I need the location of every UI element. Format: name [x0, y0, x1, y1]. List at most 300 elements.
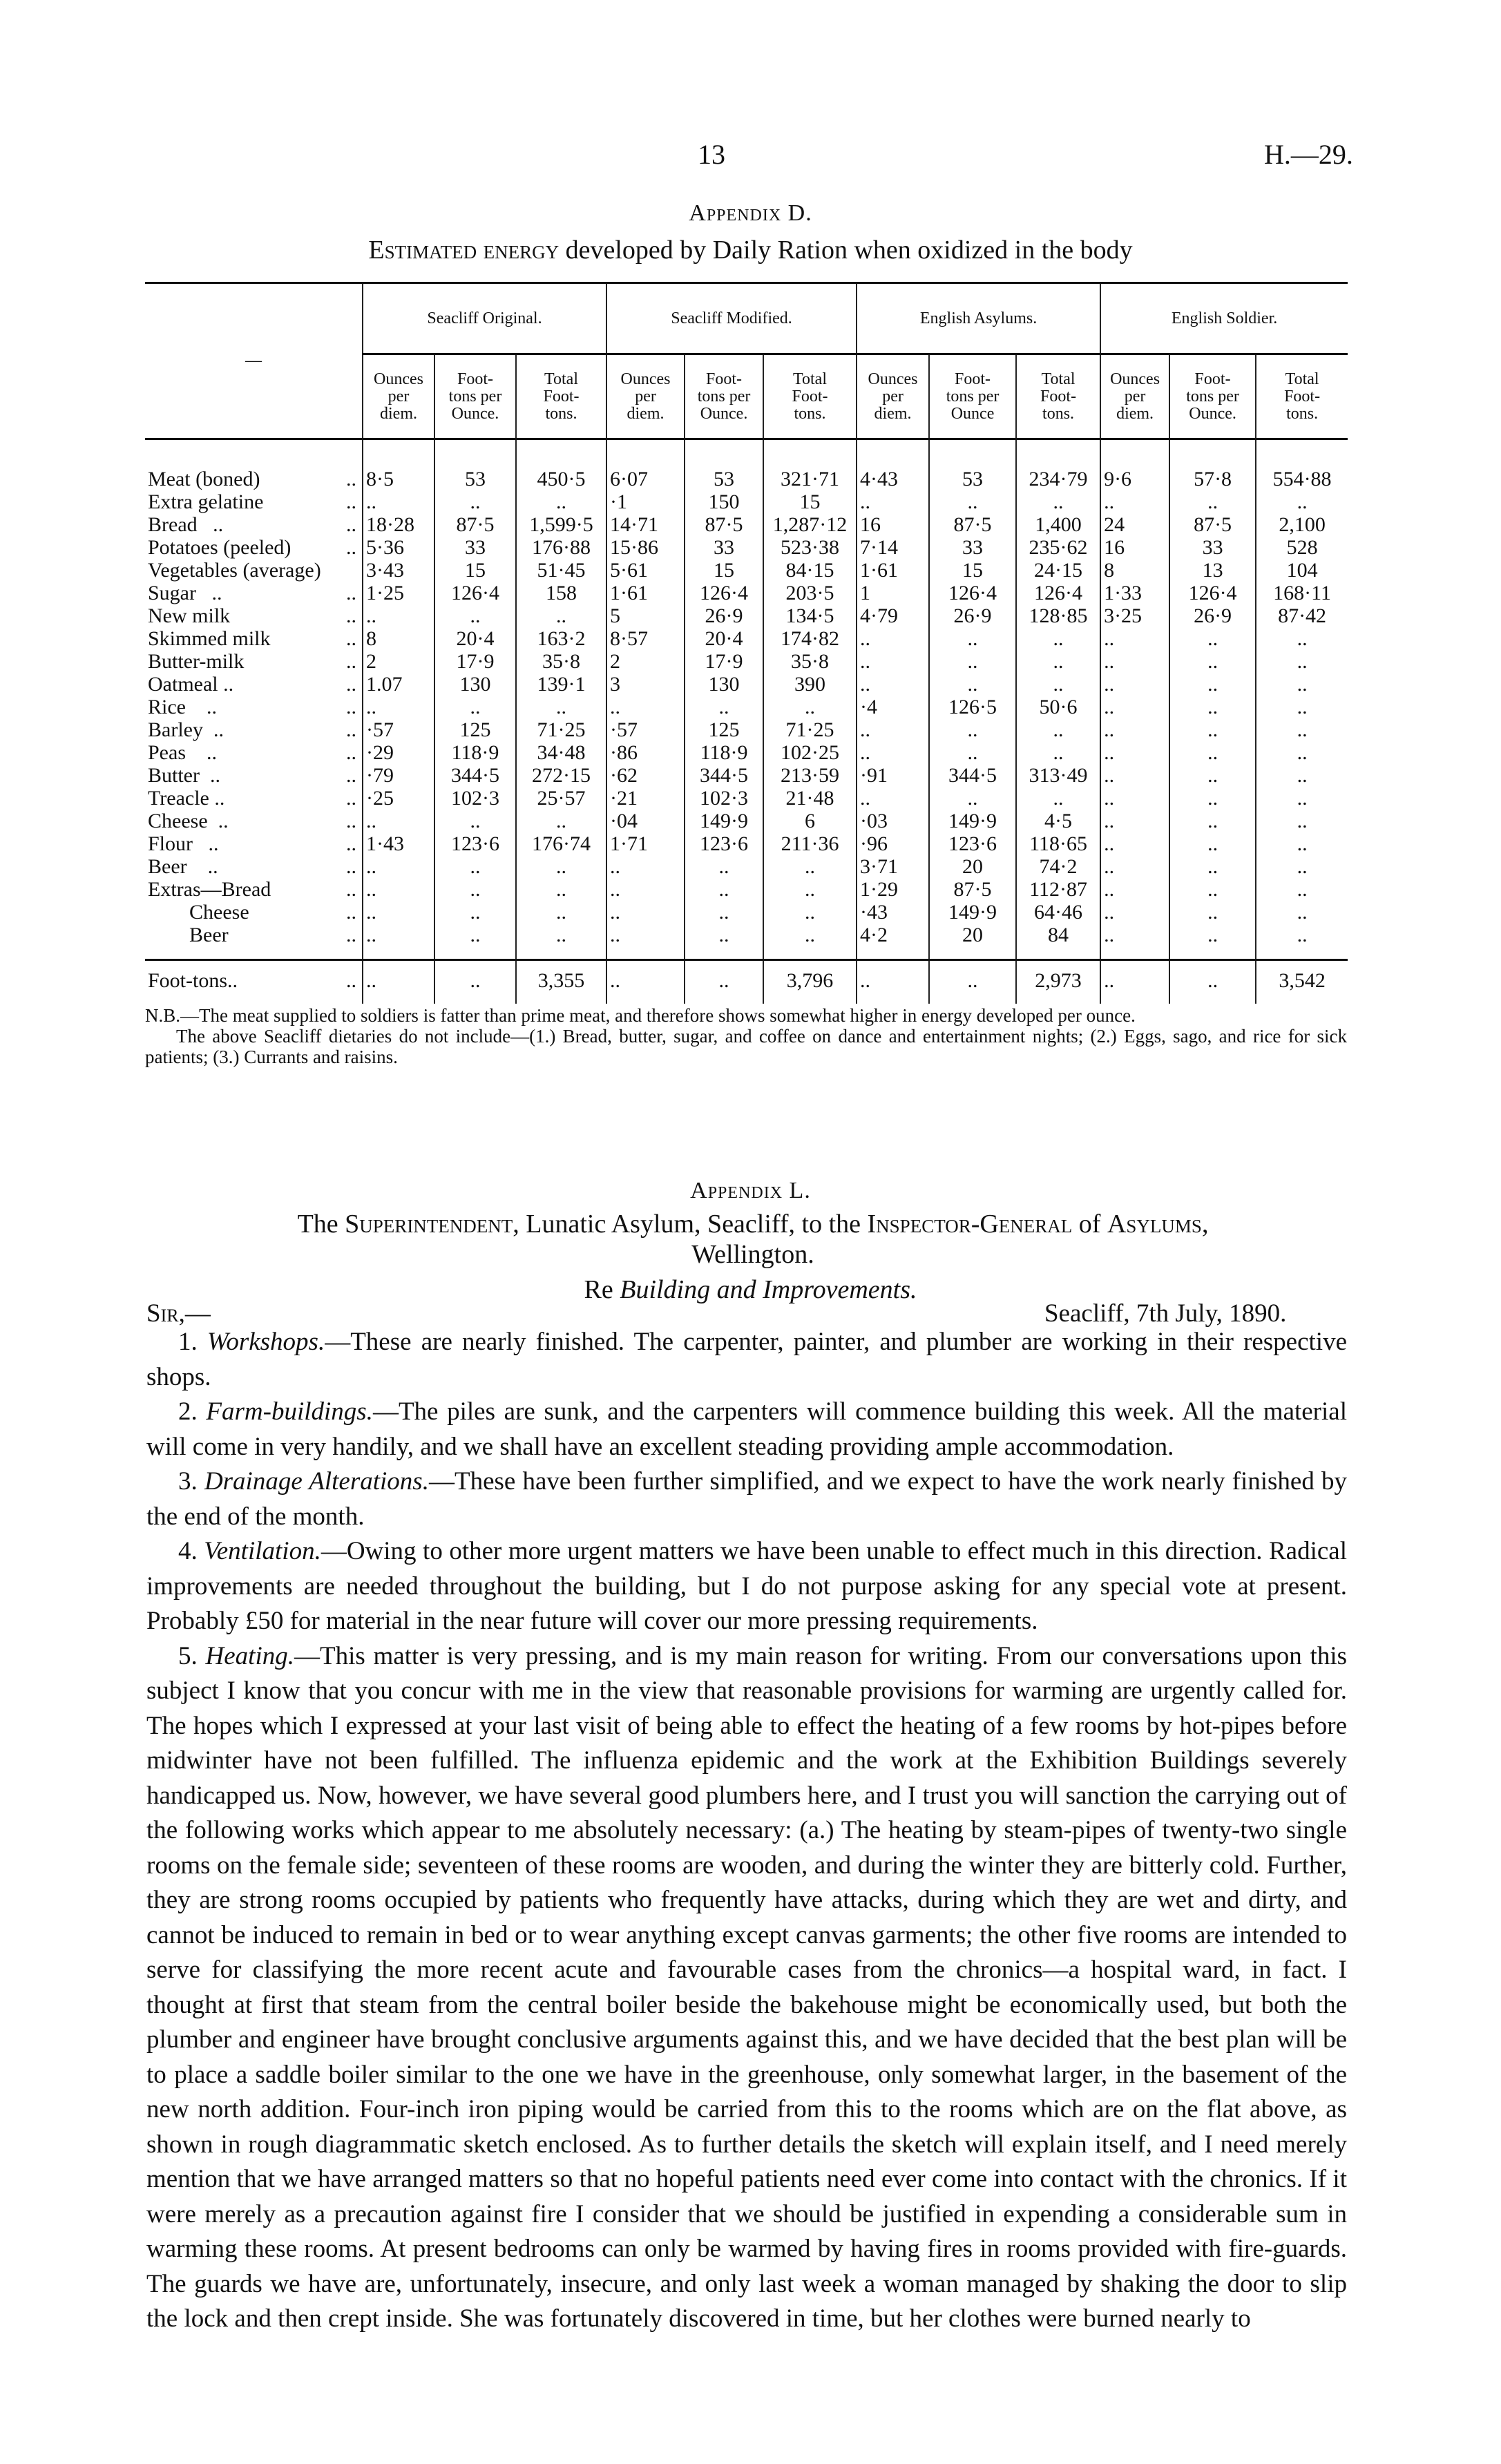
- table-cell: 87·5: [929, 878, 1016, 901]
- paragraph-num: 5.: [178, 1641, 206, 1670]
- table-cell: 53: [685, 468, 763, 490]
- row-label-cell: [145, 468, 363, 490]
- paragraph-heading: Ventilation.: [204, 1537, 321, 1565]
- table-cell: ..: [1169, 627, 1256, 650]
- table-cell: ..: [1100, 627, 1169, 650]
- table-cell: ·25: [363, 787, 434, 810]
- leader-dots: ..: [346, 855, 356, 878]
- column-header-line: Foot-: [543, 387, 580, 405]
- table-cell: 128·85: [1016, 604, 1100, 627]
- table-cell: ·03: [857, 810, 929, 832]
- table-cell: ..: [363, 855, 434, 878]
- table-cell: ·57: [606, 718, 685, 741]
- row-label-cell: [145, 673, 363, 696]
- table-cell: 149·9: [685, 810, 763, 832]
- column-header: [516, 354, 606, 439]
- table-cell: 123·6: [929, 832, 1016, 855]
- table-cell: ..: [606, 878, 685, 901]
- table-cell: ..: [1169, 901, 1256, 924]
- table-cell: 24: [1100, 513, 1169, 536]
- table-cell: 134·5: [763, 604, 857, 627]
- row-label: New milk: [148, 604, 231, 627]
- column-header-line: Ounces: [1110, 370, 1160, 388]
- table-cell: 87·5: [1169, 513, 1256, 536]
- table-cell: ..: [516, 855, 606, 878]
- letter-body: [146, 1325, 1347, 2337]
- table-cell: ·04: [606, 810, 685, 832]
- column-header-line: tons.: [1286, 404, 1319, 423]
- table-cell: 203·5: [763, 582, 857, 604]
- paragraph-num: 4.: [178, 1537, 204, 1565]
- table-cell: ·96: [857, 832, 929, 855]
- table-cell: ..: [1016, 490, 1100, 513]
- table-cell: 102·3: [685, 787, 763, 810]
- table-cell: 1·61: [857, 559, 929, 582]
- table-row: [145, 878, 1348, 901]
- row-label-cell: [145, 559, 363, 582]
- table-cell: 235·62: [1016, 536, 1100, 559]
- table-cell: ..: [516, 810, 606, 832]
- table-cell: ..: [1256, 673, 1348, 696]
- table-cell: ..: [1100, 855, 1169, 878]
- leader-dots: ..: [346, 764, 356, 787]
- row-label-cell: [145, 490, 363, 513]
- table-cell: ..: [363, 604, 434, 627]
- table-cell: 1.07: [363, 673, 434, 696]
- table-row: [145, 855, 1348, 878]
- table-cell: ..: [363, 924, 434, 946]
- table-cell: 8·5: [363, 468, 434, 490]
- column-header-line: per: [1124, 387, 1146, 405]
- table-cell: ..: [434, 696, 516, 718]
- table-cell: ..: [1169, 490, 1256, 513]
- table-row: [145, 787, 1348, 810]
- table-cell: 8: [363, 627, 434, 650]
- letter-title: [159, 1209, 1347, 1270]
- leader-dots: ..: [346, 536, 356, 559]
- letter-paragraph: [146, 1534, 1347, 1639]
- table-cell: 150: [685, 490, 763, 513]
- title-part: Superintendent: [345, 1210, 513, 1239]
- table-cell: ..: [1100, 764, 1169, 787]
- row-label: Cheese ..: [148, 810, 229, 832]
- table-cell: ..: [434, 855, 516, 878]
- table-cell: 87·5: [434, 513, 516, 536]
- column-header: [685, 354, 763, 439]
- table-row: [145, 673, 1348, 696]
- table-cell: 321·71: [763, 468, 857, 490]
- table-cell: 3,355: [516, 960, 606, 1004]
- table-cell: 24·15: [1016, 559, 1100, 582]
- paragraph-text: —This matter is very pressing, and is my main reason for writing. From our conversations upon this subject I know that you concur with me in the view that reasonable provisions for warming are urgently called for. The hopes which I expressed at your last visit of being able to effect the heating of a few rooms by hot-pipes before midwinter have not been fulfilled. The influenza epidemic and the work at the Exhibition Buildings severely handicapped us. Now, however, we have several good plumbers here, and I trust you will sanction the carrying out of the following works which appear to me absolutely necessary: (a.) The heating by steam-pipes of twenty-two single rooms on the female side; seventeen of these rooms are wooden, and during the winter they are bitterly cold. Further, they are strong rooms occupied by patients who frequently have attacks, during which they are wet and dirty, and cannot be induced to remain in bed or to wear anything except canvas garments; the other five rooms are intended to serve for classifying the more recent acute and favourable cases from the chronics—a hospital ward, in fact. I thought at first that steam from the central boiler beside the bakehouse might be economically used, but both the plumber and engineer have brought conclusive arguments against this, and we have decided that the best plan will be to place a saddle boiler similar to the one we have in the greenhouse, only somewhat larger, in the basement of the new north addition. Four-inch iron piping would be carried from this to the rooms which are on the flat above, as shown in rough diagrammatic sketch enclosed. As to further details the sketch will explain itself, and I need merely mention that we have arranged matters so that no hopeful patients need ever come into contact with the chronics. If it were merely as a precaution against fire I consider that we should be justified in expending a considerable sum in warming these rooms. At present bedrooms can only be warmed by having fires in rooms provided with fire-guards. The guards we have are, unfortunately, insecure, and only last week a woman managed by shaking the door to slip the lock and then crept inside. She was fortunately discovered in time, but her clothes were burned nearly to: [146, 1641, 1348, 2333]
- table-cell: 3: [606, 673, 685, 696]
- paragraph-heading: Heating.: [205, 1641, 294, 1670]
- table-cell: 130: [434, 673, 516, 696]
- leader-dots: ..: [346, 718, 356, 741]
- table-cell: ..: [1016, 650, 1100, 673]
- table-cell: ..: [1169, 924, 1256, 946]
- leader-dots: ..: [346, 582, 356, 604]
- table-cell: ..: [929, 650, 1016, 673]
- table-row: [145, 901, 1348, 924]
- row-label-cell: [145, 718, 363, 741]
- table-cell: ..: [1256, 878, 1348, 901]
- table-row: [145, 559, 1348, 582]
- table-cell: 126·4: [1016, 582, 1100, 604]
- table-cell: 2: [606, 650, 685, 673]
- table-cell: 528: [1256, 536, 1348, 559]
- row-label-cell: [145, 960, 363, 1004]
- table-cell: 1,287·12: [763, 513, 857, 536]
- table-cell: 112·87: [1016, 878, 1100, 901]
- column-header: [857, 354, 929, 439]
- title-line2: Wellington.: [691, 1240, 814, 1269]
- table-cell: ..: [606, 924, 685, 946]
- table-cell: ..: [434, 810, 516, 832]
- row-label-cell: [145, 787, 363, 810]
- table-cell: 21·48: [763, 787, 857, 810]
- table-cell: 118·9: [685, 741, 763, 764]
- table-cell: 3·71: [857, 855, 929, 878]
- column-header-line: Ounces: [620, 370, 671, 388]
- table-cell: ·21: [606, 787, 685, 810]
- paragraph-heading: Farm-buildings.: [206, 1397, 373, 1426]
- table-cell: 211·36: [763, 832, 857, 855]
- row-label: Foot-tons..: [148, 969, 238, 992]
- table-cell: ·62: [606, 764, 685, 787]
- paragraph-text: —These are nearly finished. The carpenter, painter, and plumber are working in their respective shops.: [146, 1328, 1348, 1391]
- table-cell: ..: [1256, 627, 1348, 650]
- row-label-cell: [145, 924, 363, 946]
- leader-dots: ..: [346, 650, 356, 673]
- table-cell: 17·9: [434, 650, 516, 673]
- table-cell: ..: [857, 627, 929, 650]
- table-cell: 13: [1169, 559, 1256, 582]
- row-label: Butter-milk: [148, 650, 245, 673]
- table-cell: 6: [763, 810, 857, 832]
- row-label-cell: [145, 696, 363, 718]
- row-label: Butter ..: [148, 764, 220, 787]
- spacer-row: [145, 439, 1348, 468]
- column-header-line: tons per: [946, 387, 1000, 405]
- table-cell: ..: [857, 650, 929, 673]
- table-cell: ..: [929, 673, 1016, 696]
- column-header-line: Ounce.: [1189, 404, 1236, 423]
- leader-dots: ..: [346, 832, 356, 855]
- title-part: Inspector-General: [867, 1210, 1073, 1239]
- table-cell: 26·9: [929, 604, 1016, 627]
- column-header-line: Foot-: [1040, 387, 1077, 405]
- column-header: [1169, 354, 1256, 439]
- table-cell: ..: [763, 901, 857, 924]
- table-cell: ·1: [606, 490, 685, 513]
- table-row: [145, 490, 1348, 513]
- table-cell: ..: [1256, 764, 1348, 787]
- table-cell: ..: [685, 924, 763, 946]
- table-cell: ..: [434, 490, 516, 513]
- table-cell: ..: [1100, 490, 1169, 513]
- column-header-line: tons.: [1042, 404, 1075, 423]
- table-cell: ..: [363, 901, 434, 924]
- table-row: [145, 536, 1348, 559]
- paragraph-text: —These have been further simplified, and we expect to have the work nearly finished by the end of the month.: [146, 1467, 1348, 1531]
- table-cell: ·29: [363, 741, 434, 764]
- column-header-line: Total: [1041, 370, 1075, 388]
- table-cell: 4·2: [857, 924, 929, 946]
- table-cell: 126·4: [434, 582, 516, 604]
- table-cell: ..: [763, 878, 857, 901]
- group-header-row: [145, 283, 1348, 354]
- table-cell: ..: [929, 787, 1016, 810]
- table-cell: ·4: [857, 696, 929, 718]
- table-cell: ..: [1256, 696, 1348, 718]
- table-row: [145, 582, 1348, 604]
- table-cell: 102·25: [763, 741, 857, 764]
- table-cell: 174·82: [763, 627, 857, 650]
- row-label-cell: [145, 741, 363, 764]
- table-cell: ..: [1256, 741, 1348, 764]
- table-cell: 20: [929, 855, 1016, 878]
- table-cell: 15: [434, 559, 516, 582]
- leader-dots: ..: [346, 490, 356, 513]
- table-cell: 126·4: [1169, 582, 1256, 604]
- column-header-line: Foot-: [1284, 387, 1321, 405]
- table-cell: 450·5: [516, 468, 606, 490]
- row-label: Skimmed milk: [148, 627, 271, 650]
- table-cell: 126·4: [685, 582, 763, 604]
- table-cell: 25·57: [516, 787, 606, 810]
- table-cell: ·79: [363, 764, 434, 787]
- table-cell: 1·61: [606, 582, 685, 604]
- row-label: Treacle ..: [148, 787, 225, 810]
- table-cell: 53: [434, 468, 516, 490]
- page-number: 13: [698, 139, 725, 170]
- group-header: English Soldier.: [1100, 283, 1348, 354]
- dateline: Seacliff, 7th July, 1890.: [1044, 1299, 1287, 1328]
- title-part: of: [1072, 1210, 1107, 1239]
- table-cell: 35·8: [516, 650, 606, 673]
- column-header-line: Foot-: [706, 370, 743, 388]
- table-cell: ·86: [606, 741, 685, 764]
- table-cell: ..: [1016, 741, 1100, 764]
- leader-dots: ..: [346, 810, 356, 832]
- table-cell: 4·79: [857, 604, 929, 627]
- row-label: Rice ..: [148, 696, 217, 718]
- paragraph-text: —Owing to other more urgent matters we have been unable to effect much in this direction. Radical improvements are needed throughout the building, but I do not purpose asking for any special vote at present. Probably £50 for material in the near future will cover our more pressing requirements.: [146, 1537, 1348, 1635]
- column-header-line: diem.: [1116, 404, 1154, 423]
- table-cell: ..: [606, 855, 685, 878]
- table-cell: ..: [1256, 718, 1348, 741]
- table-cell: 20: [929, 924, 1016, 946]
- table-cell: ..: [1169, 832, 1256, 855]
- table-cell: ..: [857, 718, 929, 741]
- group-header: English Asylums.: [857, 283, 1100, 354]
- table-cell: ..: [1100, 696, 1169, 718]
- table-cell: ..: [1100, 810, 1169, 832]
- column-header-line: per: [635, 387, 656, 405]
- table-cell: 7·14: [857, 536, 929, 559]
- table-cell: ..: [1256, 901, 1348, 924]
- table-cell: 84: [1016, 924, 1100, 946]
- row-label: Barley ..: [148, 718, 224, 741]
- table-cell: 16: [1100, 536, 1169, 559]
- leader-dots: ..: [346, 627, 356, 650]
- corner-mark: —: [245, 352, 262, 370]
- row-label: Vegetables (average): [148, 559, 321, 582]
- table-cell: ..: [1100, 787, 1169, 810]
- table-cell: 272·15: [516, 764, 606, 787]
- row-label: Extra gelatine: [148, 490, 264, 513]
- table-cell: ..: [857, 673, 929, 696]
- table-row: [145, 650, 1348, 673]
- row-label: Peas ..: [148, 741, 217, 764]
- table-cell: ..: [606, 901, 685, 924]
- table-cell: ..: [857, 741, 929, 764]
- table-cell: ..: [1169, 696, 1256, 718]
- column-header-line: Foot-: [955, 370, 991, 388]
- row-label: Meat (boned): [148, 468, 260, 490]
- re-subject: Building and Improvements.: [620, 1275, 917, 1304]
- table-cell: 1·25: [363, 582, 434, 604]
- table-cell: ..: [1169, 764, 1256, 787]
- table-cell: ..: [516, 696, 606, 718]
- table-cell: 176·88: [516, 536, 606, 559]
- column-header: [434, 354, 516, 439]
- table-cell: 104: [1256, 559, 1348, 582]
- table-cell: ..: [1100, 960, 1169, 1004]
- row-label-cell: [145, 764, 363, 787]
- group-header: Seacliff Original.: [363, 283, 606, 354]
- table-cell: 50·6: [1016, 696, 1100, 718]
- row-label: Sugar ..: [148, 582, 222, 604]
- table-cell: 6·07: [606, 468, 685, 490]
- table-row: [145, 513, 1348, 536]
- table-cell: 20·4: [685, 627, 763, 650]
- table-cell: 2,973: [1016, 960, 1100, 1004]
- row-label: Oatmeal ..: [148, 673, 234, 696]
- table-cell: ..: [1100, 924, 1169, 946]
- column-header-line: Ounce: [950, 404, 995, 423]
- table-cell: ..: [1100, 832, 1169, 855]
- table-cell: 57·8: [1169, 468, 1256, 490]
- table-cell: 33: [434, 536, 516, 559]
- row-label-cell: [145, 604, 363, 627]
- table-cell: 523·38: [763, 536, 857, 559]
- table-cell: 554·88: [1256, 468, 1348, 490]
- column-header: [1100, 354, 1169, 439]
- table-cell: ..: [1100, 741, 1169, 764]
- table-cell: ..: [685, 696, 763, 718]
- note-exclusions: The above Seacliff dietaries do not include—(1.) Bread, butter, sugar, and coffee on dance and entertainment nights; (2.) Eggs, sago, and rice for sick patients; (3.) Currants and raisins.: [145, 1026, 1347, 1067]
- row-label: Beer ..: [148, 855, 218, 878]
- table-cell: 126·4: [929, 582, 1016, 604]
- table-cell: 176·74: [516, 832, 606, 855]
- table-cell: 4·43: [857, 468, 929, 490]
- title-part: Asylums: [1107, 1210, 1202, 1239]
- letter-paragraph: [146, 1464, 1347, 1534]
- table-cell: ·43: [857, 901, 929, 924]
- table-cell: 17·9: [685, 650, 763, 673]
- table-cell: ..: [857, 960, 929, 1004]
- table-cell: ..: [363, 490, 434, 513]
- row-label: Potatoes (peeled): [148, 536, 291, 559]
- total-row: [145, 960, 1348, 1004]
- table-cell: ..: [516, 924, 606, 946]
- table-cell: 71·25: [763, 718, 857, 741]
- leader-dots: ..: [346, 878, 356, 901]
- row-label-cell: [145, 878, 363, 901]
- table-cell: ..: [1256, 855, 1348, 878]
- re-prefix: Re: [584, 1275, 620, 1304]
- table-cell: 139·1: [516, 673, 606, 696]
- leader-dots: ..: [346, 741, 356, 764]
- spacer-row: [145, 946, 1348, 960]
- group-header: Seacliff Modified.: [606, 283, 857, 354]
- row-label: Cheese: [148, 901, 249, 924]
- table-cell: ..: [1169, 878, 1256, 901]
- table-cell: 149·9: [929, 901, 1016, 924]
- table-cell: ..: [1100, 901, 1169, 924]
- table-cell: ..: [1256, 924, 1348, 946]
- table-cell: 15: [685, 559, 763, 582]
- table-cell: 163·2: [516, 627, 606, 650]
- column-header-line: tons per: [697, 387, 751, 405]
- table-cell: 158: [516, 582, 606, 604]
- corner-cell: [145, 283, 363, 439]
- table-cell: ..: [1169, 810, 1256, 832]
- table-cell: ..: [516, 490, 606, 513]
- table-cell: 34·48: [516, 741, 606, 764]
- table-cell: 125: [434, 718, 516, 741]
- table-cell: ..: [763, 855, 857, 878]
- row-label-cell: [145, 832, 363, 855]
- table-cell: ..: [1016, 787, 1100, 810]
- table-cell: 33: [685, 536, 763, 559]
- table-row: [145, 810, 1348, 832]
- table-cell: ..: [1256, 650, 1348, 673]
- table-cell: ..: [516, 901, 606, 924]
- table-cell: 344·5: [685, 764, 763, 787]
- appendix-l-label: Appendix L.: [690, 1178, 811, 1203]
- column-header-line: Total: [793, 370, 828, 388]
- letter-paragraph: [146, 1395, 1347, 1464]
- column-header-line: Foot-: [1194, 370, 1231, 388]
- table-cell: 123·6: [685, 832, 763, 855]
- column-header-line: tons.: [545, 404, 577, 423]
- table-cell: 20·4: [434, 627, 516, 650]
- table-cell: 344·5: [929, 764, 1016, 787]
- table-cell: 213·59: [763, 764, 857, 787]
- table-cell: ..: [434, 924, 516, 946]
- table-cell: 1: [857, 582, 929, 604]
- row-label-cell: [145, 627, 363, 650]
- column-header: [1256, 354, 1348, 439]
- leader-dots: ..: [346, 696, 356, 718]
- leader-dots: ..: [346, 969, 356, 992]
- column-header: [929, 354, 1016, 439]
- table-cell: ..: [763, 696, 857, 718]
- row-label: Extras—Bread: [148, 878, 271, 901]
- table-cell: ..: [1100, 878, 1169, 901]
- table-cell: ..: [1100, 718, 1169, 741]
- paragraph-num: 3.: [178, 1467, 204, 1496]
- table-cell: ..: [929, 490, 1016, 513]
- paragraph-num: 1.: [178, 1328, 207, 1356]
- leader-dots: ..: [346, 924, 356, 946]
- leader-dots: ..: [346, 673, 356, 696]
- column-header-line: Foot-: [792, 387, 828, 405]
- row-label: Bread ..: [148, 513, 224, 536]
